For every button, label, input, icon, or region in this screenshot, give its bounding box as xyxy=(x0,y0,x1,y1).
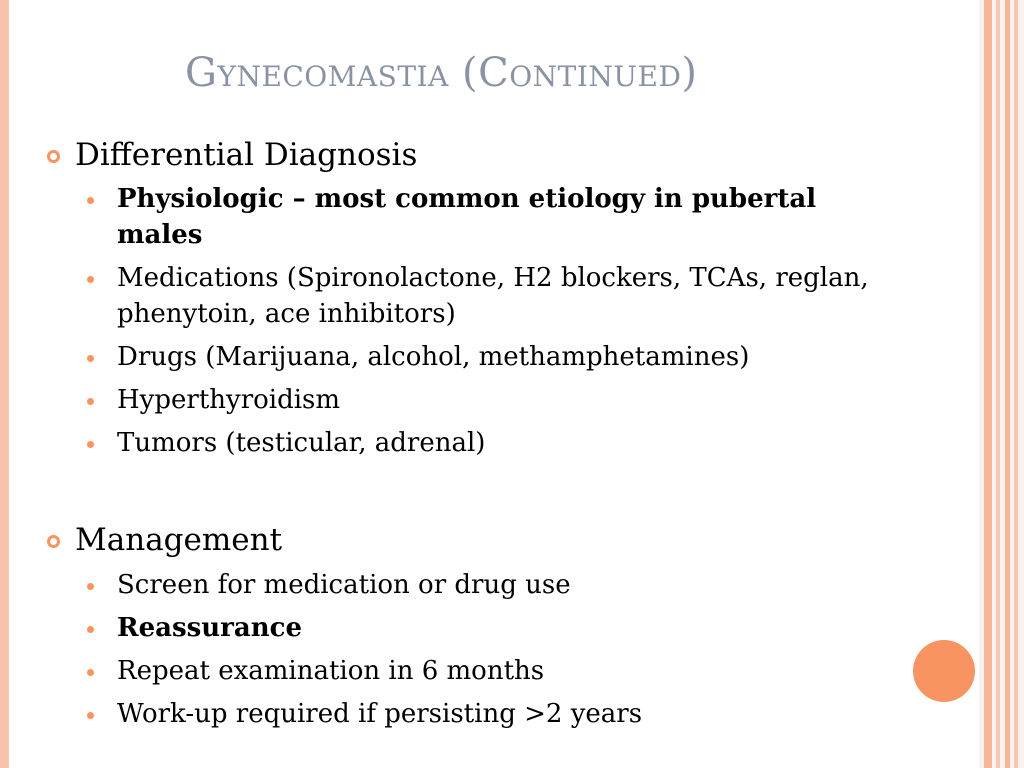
decorative-orange-circle xyxy=(913,640,975,702)
item-bullet-icon xyxy=(87,398,94,405)
item-bullet-icon xyxy=(87,355,94,362)
section-heading-management: Management xyxy=(75,522,283,558)
list-item-hyperthyroidism: Hyperthyroidism xyxy=(117,385,341,415)
item-bullet-icon xyxy=(87,712,94,719)
item-bullet-icon xyxy=(87,626,94,633)
item-bullet-icon xyxy=(87,197,94,204)
slide-title: Gynecomastia (Continued) xyxy=(185,50,698,96)
right-decorative-stripes xyxy=(979,0,1024,768)
item-bullet-icon xyxy=(87,441,94,448)
left-border-stripe xyxy=(0,0,9,768)
list-item-reassurance: Reassurance xyxy=(117,613,302,643)
section-heading-differential: Differential Diagnosis xyxy=(75,137,418,173)
list-item-physiologic-line2: males xyxy=(117,220,203,250)
list-item-screen: Screen for medication or drug use xyxy=(117,570,571,600)
list-item-medications-line1: Medications (Spironolactone, H2 blockers, TCAs, reglan, xyxy=(117,263,869,293)
slide-canvas xyxy=(9,0,979,768)
list-item-physiologic-line1: Physiologic – most common etiology in pubertal xyxy=(117,184,817,214)
item-bullet-icon xyxy=(87,583,94,590)
list-item-work-up: Work-up required if persisting >2 years xyxy=(117,699,643,729)
list-item-medications-line2: phenytoin, ace inhibitors) xyxy=(117,299,456,329)
item-bullet-icon xyxy=(87,669,94,676)
section-bullet-icon xyxy=(47,150,60,163)
list-item-tumors: Tumors (testicular, adrenal) xyxy=(117,428,486,458)
list-item-repeat-exam: Repeat examination in 6 months xyxy=(117,656,545,686)
list-item-drugs: Drugs (Marijuana, alcohol, methamphetamines) xyxy=(117,342,750,372)
item-bullet-icon xyxy=(87,276,94,283)
section-bullet-icon xyxy=(47,535,60,548)
